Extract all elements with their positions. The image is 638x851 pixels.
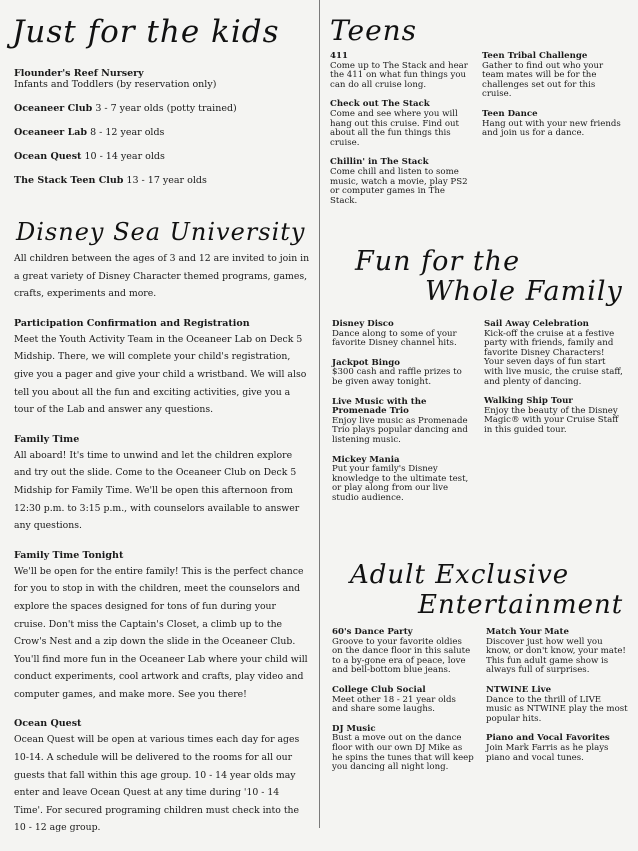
- club-name: The Stack Teen Club: [14, 175, 124, 186]
- club-item: [14, 175, 309, 186]
- column-divider: [319, 0, 320, 828]
- event-item: [482, 52, 622, 100]
- teens-left: [330, 52, 470, 216]
- club-ages: 10 - 14 year olds: [84, 151, 165, 162]
- event-body: Dance along to some of your favorite Disney channel hits.: [332, 328, 457, 349]
- event-heading: Walking Ship Tour: [484, 396, 573, 407]
- adult-title-line2: Entertainment: [418, 590, 624, 620]
- club-ages: 8 - 12 year olds: [90, 127, 165, 138]
- event-heading: DJ Music: [332, 723, 376, 734]
- event-heading: Check out The Stack: [330, 99, 430, 110]
- teens-right: [482, 52, 622, 149]
- event-item: [484, 397, 626, 435]
- event-item: [486, 628, 628, 676]
- club-name: Oceaneer Lab: [14, 127, 88, 138]
- club-item: [14, 127, 309, 138]
- university-block: [14, 717, 310, 837]
- kids-section: [14, 68, 309, 199]
- adult-left: [332, 628, 474, 783]
- block-body: Ocean Quest will be open at various times each day for ages 10-14. A schedule will be delivered to the rooms for all our guests that fall within this age group. 10 - 14 year olds may enter and leave Ocean Quest at any time during '10 - 14 Time'. For secured programing children must check into the 10 - 12 age group.: [14, 734, 300, 834]
- event-heading: Sail Away Celebration: [484, 319, 589, 329]
- teens-title: Teens: [330, 14, 418, 47]
- club-name: Oceaneer Club: [14, 103, 93, 114]
- event-item: [332, 725, 474, 773]
- event-heading: College Club Social: [332, 684, 426, 695]
- family-left: [332, 320, 474, 514]
- event-body: Come up to The Stack and hear the 411 on what fun things you can do all cruise long.: [330, 60, 468, 90]
- event-item: [330, 158, 470, 206]
- block-heading: Ocean Quest: [14, 718, 82, 730]
- event-item: [332, 686, 474, 715]
- university-section: [14, 250, 310, 851]
- block-body: We'll be open for the entire family! This is the perfect chance for you to stop in with the children, meet the counselors and explore the spaces designed for tons of fun during your cruise. Don't miss the Captain's Closet, a climb up to the Crow's Nest and a zip down the slide in the Oceaneer Club. You'll find more fun in the Oceaneer Lab where your child will conduct experiments, cool artwork and crafts, play video and computer games, and make more. See you there!: [14, 565, 308, 700]
- event-body: Bust a move out on the dance floor with our own DJ Mike as he spins the tunes that will keep you dancing all night long.: [332, 733, 474, 773]
- university-intro: All children between the ages of 3 and 12 are invited to join in a great variety of Disney Character themed programs, games, crafts, experiments and more.: [14, 253, 310, 300]
- block-heading: Participation Confirmation and Registration: [14, 317, 250, 329]
- family-title-line2: Whole Family: [425, 276, 623, 307]
- block-body: All aboard! It's time to unwind and let the children explore and try out the slide. Come to the Oceaneer Club on Deck 5 Midship for Family Time. We'll be open this afternoon from 12:30 p.m. to 3:15 p.m., with counselors available to answer any questions.: [14, 449, 300, 532]
- event-item: [332, 628, 474, 676]
- event-body: $300 cash and raffle prizes to be given away tonight.: [332, 367, 462, 387]
- nursery-name: Flounder's Reef Nursery: [14, 68, 144, 79]
- event-body: Groove to your favorite oldies on the dance floor in this salute to a by-gone era of peace, love and bell-bottom blue jeans.: [332, 636, 471, 676]
- event-body: Gather to find out who your team mates will be for the challenges set out for this cruise.: [482, 60, 604, 100]
- event-heading: Teen Tribal Challenge: [482, 51, 588, 61]
- event-item: [486, 734, 628, 763]
- event-body: Dance to the thrill of LIVE music as NTWINE play the most popular hits.: [486, 694, 628, 724]
- event-body: Join Mark Farris as he plays piano and vocal tunes.: [486, 742, 609, 763]
- event-heading: Teen Dance: [482, 108, 538, 119]
- event-heading: Piano and Vocal Favorites: [486, 733, 610, 744]
- nursery-item: [14, 68, 309, 90]
- event-heading: 411: [330, 51, 348, 61]
- event-heading: 60's Dance Party: [332, 627, 413, 637]
- event-item: [330, 100, 470, 148]
- event-body: Kick-off the cruise at a festive party with friends, family and favorite Disney Characters! Your seven days of fun start with live music, the cruise staff, and plenty of dancing.: [484, 328, 623, 387]
- adult-right: [486, 628, 628, 773]
- block-heading: Family Time Tonight: [14, 549, 124, 561]
- event-item: [332, 359, 474, 388]
- event-heading: NTWINE Live: [486, 684, 552, 695]
- event-body: Discover just how well you know, or don't know, your mate! This fun adult game show is always full of surprises.: [486, 636, 626, 676]
- event-item: [482, 110, 622, 139]
- event-item: [332, 320, 474, 349]
- family-title-line1: Fun for the: [355, 246, 521, 277]
- event-item: [332, 398, 474, 446]
- university-block: [14, 549, 310, 704]
- club-item: [14, 151, 309, 162]
- event-heading: Chillin' in The Stack: [330, 157, 429, 168]
- kids-title: Just for the kids: [12, 14, 280, 50]
- club-name: Ocean Quest: [14, 151, 82, 162]
- block-body: Meet the Youth Activity Team in the Oceaneer Lab on Deck 5 Midship. There, we will complete your child's registration, give you a pager and give your child a wristband. We will also tell you about all the fun and exciting activities, give you a tour of the Lab and answer any questions.: [14, 333, 307, 416]
- event-body: Enjoy live music as Promenade Trio plays popular dancing and listening music.: [332, 415, 468, 445]
- event-heading: Mickey Mania: [332, 454, 400, 465]
- event-item: [330, 52, 470, 90]
- university-block: [14, 433, 310, 535]
- event-body: Enjoy the beauty of the Disney Magic® with your Cruise Staff in this guided tour.: [484, 405, 619, 435]
- university-block: [14, 317, 310, 419]
- club-item: [14, 103, 309, 114]
- event-heading: Live Music with the Promenade Trio: [332, 396, 427, 417]
- event-body: Meet other 18 - 21 year olds and share some laughs.: [332, 694, 456, 715]
- event-body: Come chill and listen to some music, watch a movie, play PS2 or computer games in The Stack.: [330, 166, 468, 206]
- block-heading: Family Time: [14, 433, 80, 445]
- event-heading: Jackpot Bingo: [332, 357, 401, 368]
- event-heading: Match Your Mate: [486, 627, 569, 637]
- event-item: [486, 686, 628, 724]
- event-body: Hang out with your new friends and join us for a dance.: [482, 118, 621, 139]
- nursery-desc: Infants and Toddlers (by reservation only): [14, 79, 217, 90]
- event-item: [484, 320, 626, 387]
- event-item: [332, 456, 474, 504]
- family-right: [484, 320, 626, 446]
- event-heading: Disney Disco: [332, 319, 394, 329]
- event-body: Put your family's Disney knowledge to the ultimate test, or play along from our live studio audience.: [332, 464, 469, 503]
- adult-title-line1: Adult Exclusive: [350, 560, 570, 590]
- event-body: Come and see where you will hang out this cruise. Find out about all the fun things this cruise.: [330, 108, 460, 148]
- club-ages: 3 - 7 year olds (potty trained): [95, 103, 237, 114]
- university-title: Disney Sea University: [16, 218, 306, 246]
- club-ages: 13 - 17 year olds: [126, 175, 207, 186]
